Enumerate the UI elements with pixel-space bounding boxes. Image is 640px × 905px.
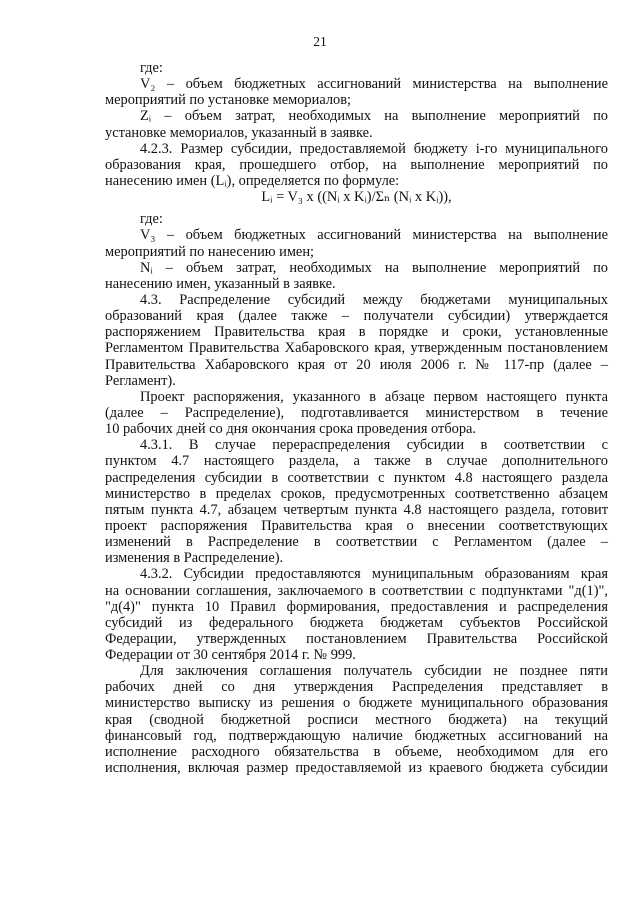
text-line: нанесению имен (Lᵢ), определяется по формуле: [105, 172, 400, 189]
text-line: Правительства Хабаровского края от 20 июля 2006 г. № 117-пр (далее – [105, 356, 608, 373]
document-body [105, 60, 608, 776]
text-line: 10 рабочих дней со дня окончания срока проведения отбора. [105, 421, 477, 438]
text-line: Lᵢ = V₃ x ((Nᵢ x Kᵢ)/Σₙ (Nᵢ x Kᵢ)), [261, 189, 452, 206]
text-line: министерство в пределах сроков, предусмотренных соответственно абзацем [105, 485, 608, 502]
text-line: Регламентом Правительства Хабаровского края, утвержденным постановлением [105, 340, 608, 357]
text-line: установке мемориалов, указанный в заявке. [105, 124, 373, 141]
text-line: Nᵢ – объем затрат, необходимых на выполнение мероприятий по [140, 259, 608, 276]
text-line: Проект распоряжения, указанного в абзаце первом настоящего пункта [140, 388, 608, 405]
text-line: распоряжением Правительства края в порядке и сроки, установленные [105, 324, 608, 341]
text-line: нанесению имен, указанный в заявке. [105, 275, 336, 292]
text-line: Регламент). [105, 372, 176, 389]
text-line: 4.3. Распределение субсидий между бюджетами муниципальных [140, 291, 608, 308]
text-line: изменения в Распределение). [105, 550, 284, 567]
text-line: края (сводной бюджетной росписи местного бюджета) на текущий [105, 711, 608, 728]
text-line: Федерации, утвержденных постановлением Правительства Российской [105, 630, 608, 647]
text-line: исполнения, включая размер предоставляемой из краевого бюджета субсидии [105, 760, 608, 777]
text-line: 4.3.2. Субсидии предоставляются муниципальным образованиям края [140, 566, 608, 583]
text-line: проект распоряжения Правительства края о внесении соответствующих [105, 517, 608, 534]
text-line: изменений в Распределение в соответствии с Регламентом (далее – [105, 534, 608, 551]
text-line: пятым пункта 4.7, абзацем четвертым пункта 4.8 настоящего раздела, готовит [105, 501, 608, 518]
page-number: 21 [313, 34, 327, 49]
text-line: где: [140, 211, 163, 228]
text-line: Zᵢ – объем затрат, необходимых на выполнение мероприятий по [140, 108, 608, 125]
text-line: Федерации от 30 сентября 2014 г. № 999. [105, 647, 356, 664]
text-line: где: [140, 60, 163, 76]
text-line: образования края, прошедшего отбор, на выполнение мероприятий по [105, 156, 608, 173]
text-line: финансовый год, подтверждающую наличие бюджетных ассигнований на [105, 727, 608, 744]
text-line: Для заключения соглашения получатель субсидии не позднее пяти [140, 663, 608, 680]
text-line: образований края (далее также – получатели субсидии) утверждается [105, 308, 608, 325]
text-line: субсидий из федерального бюджета бюджетам субъектов Российской [105, 614, 608, 631]
text-line: министерство выписку из решения о бюджете муниципального образования [105, 695, 608, 712]
text-line: (далее – Распределение), подготавливается министерством в течение [105, 404, 608, 421]
text-line: рабочих дней со дня утверждения Распределения представляет в [105, 679, 608, 696]
text-line: пунктом 4.7 настоящего раздела, а также в случае дополнительного [105, 453, 608, 470]
text-line: на основании соглашения, заключаемого в соответствии с подпунктами "д(1)", [105, 582, 608, 599]
text-line: "д(4)" пункта 10 Правил формирования, предоставления и распределения [105, 598, 608, 615]
text-line: исполнение расходного обязательства в объеме, необходимом для его [105, 743, 608, 760]
text-line: V₂ – объем бюджетных ассигнований министерства на выполнение [140, 76, 608, 93]
text-line: мероприятий по установке мемориалов; [105, 92, 352, 109]
text-line: 4.3.1. В случае перераспределения субсидии в соответствии с [140, 437, 608, 454]
text-line: 4.2.3. Размер субсидии, предоставляемой бюджету i-го муниципального [140, 140, 608, 157]
text-line: распределения субсидии в соответствии с пунктом 4.8 настоящего раздела [105, 469, 608, 486]
text-line: V₃ – объем бюджетных ассигнований министерства на выполнение [140, 227, 608, 244]
text-line: мероприятий по нанесению имен; [105, 243, 315, 260]
